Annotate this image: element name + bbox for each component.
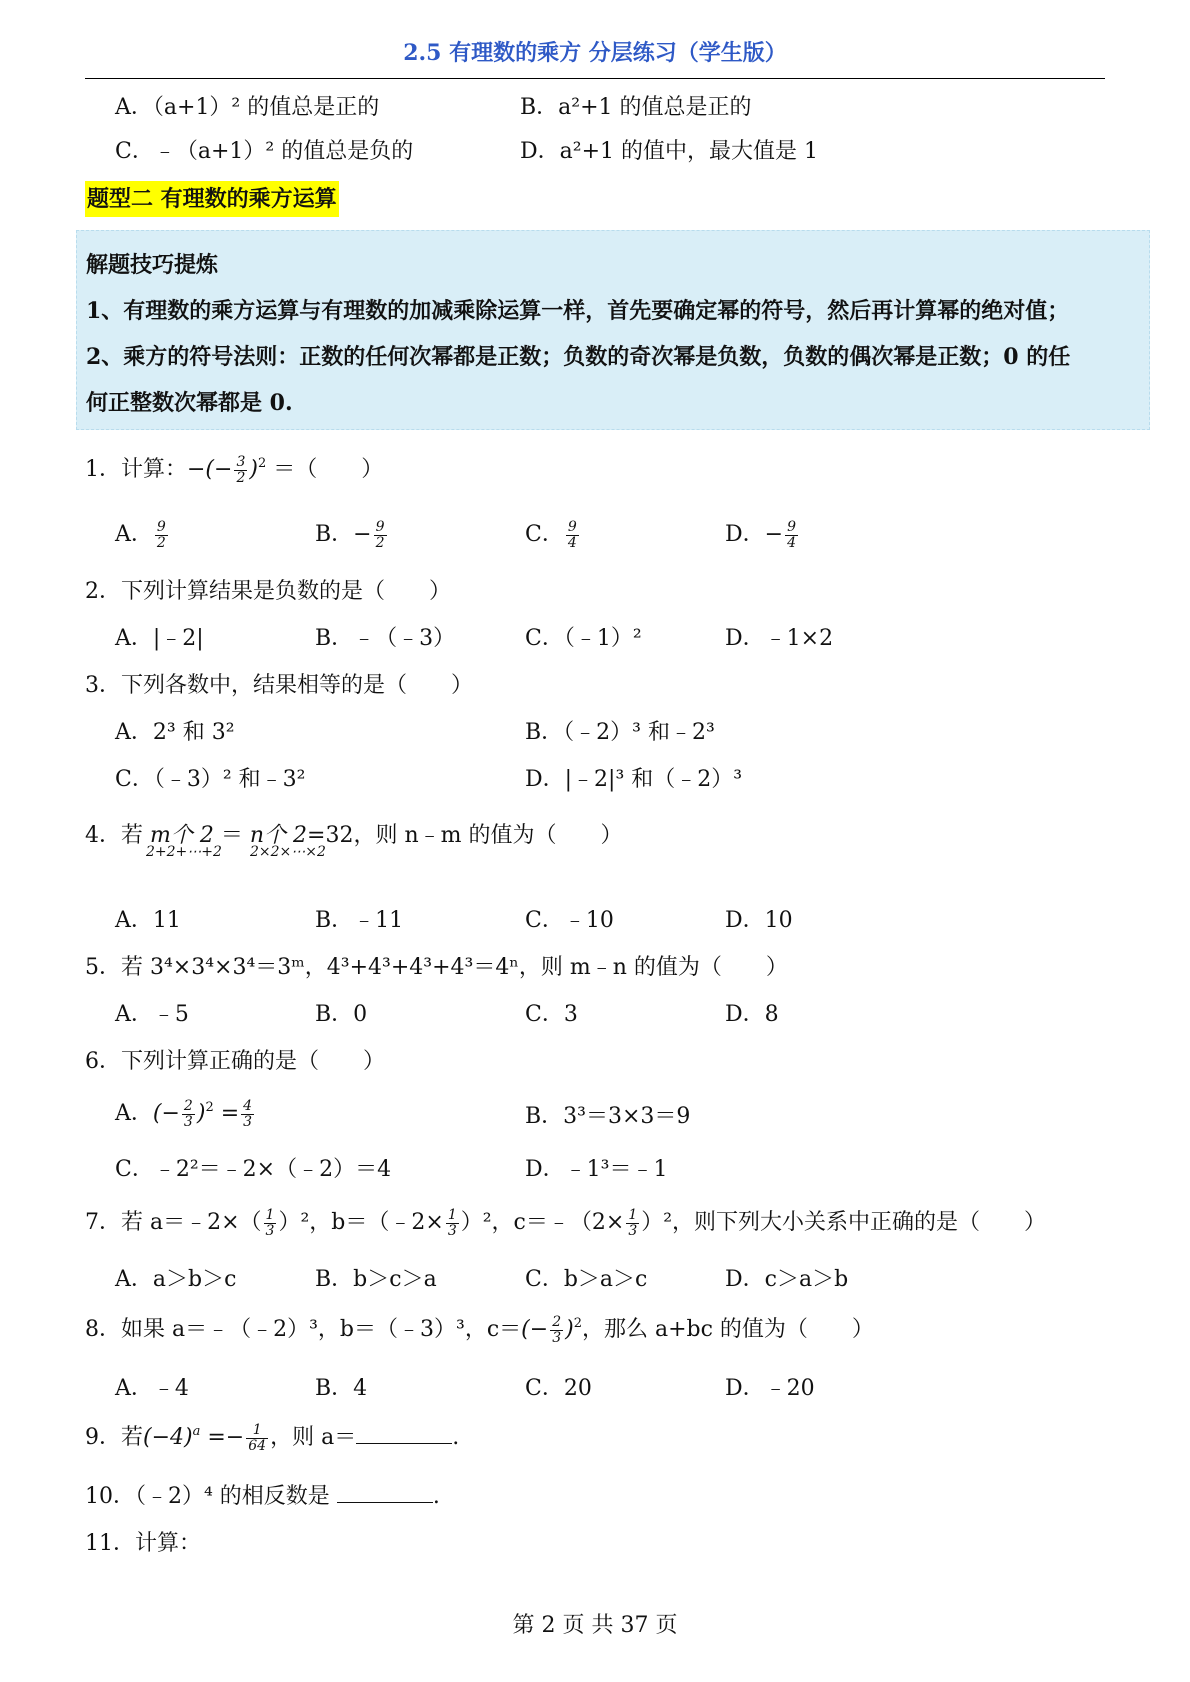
q7-option-a: A．a＞b＞c <box>115 1267 237 1292</box>
page-title: 2.5 有理数的乘方 分层练习（学生版） <box>403 40 787 66</box>
question-5: 5．若 3⁴×3⁴×3⁴＝3ᵐ，4³+4³+4³+4³＝4ⁿ，则 m﹣n 的值为（ ） <box>85 955 788 980</box>
q4-option-b: B．﹣11 <box>315 908 404 933</box>
q1-option-a: A． $\frac{9}{2}$ <box>115 518 166 551</box>
prev-option-d: D．a²+1 的值中，最大值是 1 <box>520 139 818 164</box>
q1-option-c: C． $\frac{9}{4}$ <box>525 518 577 551</box>
q5-option-b: B．0 <box>315 1002 368 1027</box>
page-footer: 第 2 页 共 37 页 <box>512 1613 678 1638</box>
q5-option-c: C．3 <box>525 1002 578 1027</box>
q4-option-c: C．﹣10 <box>525 908 614 933</box>
prev-option-b: B．a²+1 的值总是正的 <box>520 95 752 120</box>
q2-option-d: D．﹣1×2 <box>725 626 834 651</box>
q1-option-d: D．− $\frac{9}{4}$ <box>725 518 796 551</box>
q7-option-b: B．b＞c＞a <box>315 1267 437 1292</box>
q5-option-a: A．﹣5 <box>115 1002 189 1027</box>
prev-option-c: C．﹣（a+1）² 的值总是负的 <box>115 139 414 164</box>
q6-option-c: C．﹣2²＝﹣2×（﹣2）＝4 <box>115 1157 392 1182</box>
question-3: 3．下列各数中，结果相等的是（ ） <box>85 673 473 698</box>
q4-option-d: D．10 <box>725 908 793 933</box>
question-9: 9．若$(-4)^a$ =− $\frac{1}{64}$ ，则 a＝ . <box>85 1421 460 1454</box>
section-heading: 题型二 有理数的乘方运算 <box>85 181 339 217</box>
q8-option-c: C．20 <box>525 1376 592 1401</box>
fraction: $\frac{3}{2}$ <box>236 453 246 486</box>
question-7: 7．若 a＝﹣2×（ $\frac{1}{3}$ ）²，b＝（﹣2× $\frac{1}{3}$ ）²，c＝﹣（2× $\frac{1}{3}$ ）²，则下列大小关系中正确的是（ ） <box>85 1206 1047 1239</box>
q3-option-d: D．|﹣2|³ 和（﹣2）³ <box>525 767 743 792</box>
q10-answer-blank[interactable] <box>337 1484 433 1503</box>
question-4: 4．若 m个 2 ＝ n个 2=32，则 n﹣m 的值为（ ） <box>85 823 623 848</box>
prev-option-a: A．（a+1）² 的值总是正的 <box>115 95 380 120</box>
q5-option-d: D．8 <box>725 1002 779 1027</box>
q4-underbrace-m: 2+2+⋯+2 <box>146 844 222 860</box>
q3-option-c: C．（﹣3）² 和﹣3² <box>115 767 306 792</box>
q3-option-b: B．（﹣2）³ 和﹣2³ <box>525 720 715 745</box>
q6-option-b: B．3³＝3×3＝9 <box>525 1104 691 1129</box>
q3-option-a: A．2³ 和 3² <box>115 720 235 745</box>
q9-answer-blank[interactable] <box>356 1425 452 1444</box>
q4-underbrace-n: 2×2×⋯×2 <box>250 844 326 860</box>
q7-option-c: C．b＞a＞c <box>525 1267 648 1292</box>
q2-option-b: B．﹣（﹣3） <box>315 626 456 651</box>
q8-option-a: A．﹣4 <box>115 1376 189 1401</box>
q6-option-d: D．﹣1³＝﹣1 <box>525 1157 668 1182</box>
q4-option-a: A．11 <box>115 908 181 933</box>
tips-line-2: 2、乘方的符号法则：正数的任何次幂都是正数；负数的奇次幂是负数，负数的偶次幂是正数；0 的任 <box>86 344 1071 370</box>
q2-option-c: C．（﹣1）² <box>525 626 642 651</box>
question-1: 1．计算：−(− $\frac{3}{2}$ )$^2$ ＝（ ） <box>85 453 384 486</box>
q8-option-b: B．4 <box>315 1376 368 1401</box>
question-11: 11．计算： <box>85 1531 201 1556</box>
tips-line-1: 1、有理数的乘方运算与有理数的加减乘除运算一样，首先要确定幂的符号，然后再计算幂的绝对值； <box>86 298 1070 324</box>
question-2: 2．下列计算结果是负数的是（ ） <box>85 579 451 604</box>
tips-heading: 解题技巧提炼 <box>86 252 219 278</box>
header-rule <box>85 78 1105 79</box>
question-10: 10．（﹣2）⁴ 的相反数是 . <box>85 1484 440 1509</box>
q1-option-b: B．− $\frac{9}{2}$ <box>315 518 385 551</box>
q7-option-d: D．c＞a＞b <box>725 1267 849 1292</box>
question-8: 8．如果 a＝﹣（﹣2）³，b＝（﹣3）³，c＝(− $\frac{2}{3}$ )$^2$，那么 a+bc 的值为（ ） <box>85 1313 874 1346</box>
question-6: 6．下列计算正确的是（ ） <box>85 1049 385 1074</box>
q8-option-d: D．﹣20 <box>725 1376 815 1401</box>
tips-line-3: 何正整数次幂都是 0. <box>86 390 293 416</box>
q6-option-a: A．(− $\frac{2}{3}$ )$^2$ = $\frac{4}{3}$ <box>115 1097 253 1130</box>
q2-option-a: A．|﹣2| <box>115 626 204 651</box>
